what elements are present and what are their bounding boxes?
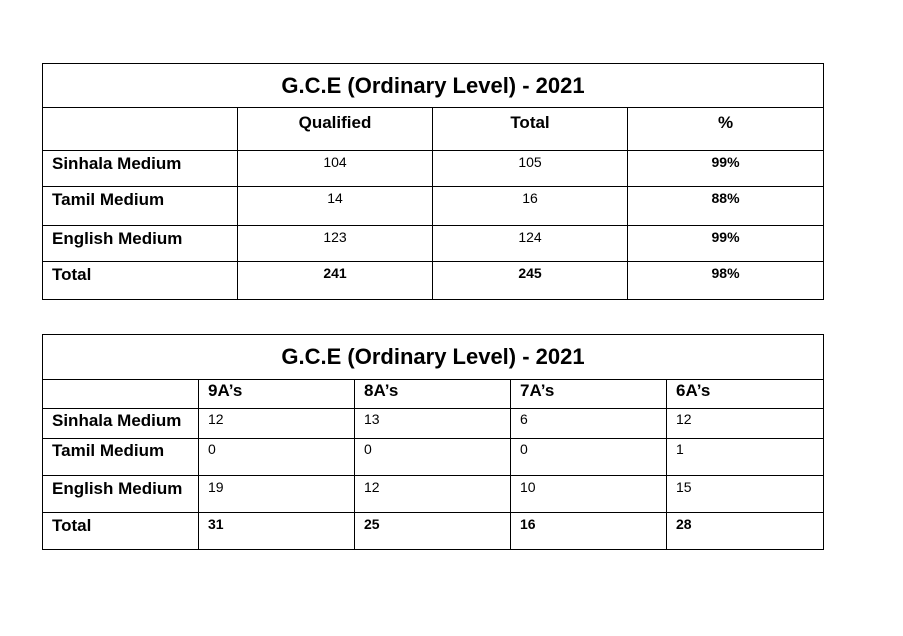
table-row [43, 439, 824, 476]
count-cell: 19 [199, 476, 355, 513]
header-9as: 9A’s [199, 380, 355, 409]
row-label: Sinhala Medium [43, 409, 199, 439]
qualified-cell: 104 [238, 151, 433, 187]
count-cell: 12 [199, 409, 355, 439]
table-title: G.C.E (Ordinary Level) - 2021 [43, 64, 824, 108]
table-row [43, 409, 824, 439]
total-row [43, 513, 824, 550]
header-qualified: Qualified [238, 108, 433, 151]
total-cell: 16 [433, 187, 628, 226]
table-row [43, 151, 824, 187]
count-cell: 15 [667, 476, 824, 513]
count-cell: 13 [355, 409, 511, 439]
count-cell: 0 [199, 439, 355, 476]
header-row [43, 380, 824, 409]
count-cell: 10 [511, 476, 667, 513]
header-cell-empty [43, 108, 238, 151]
total-row [43, 262, 824, 300]
header-8as: 8A’s [355, 380, 511, 409]
count-cell: 0 [355, 439, 511, 476]
qualification-table [42, 63, 824, 300]
header-total: Total [433, 108, 628, 151]
row-label: Tamil Medium [43, 187, 238, 226]
percent-cell: 99% [628, 151, 824, 187]
count-cell: 6 [511, 409, 667, 439]
count-cell: 31 [199, 513, 355, 550]
header-percent: % [628, 108, 824, 151]
qualified-cell: 14 [238, 187, 433, 226]
row-label: English Medium [43, 476, 199, 513]
row-label: Total [43, 513, 199, 550]
row-label: Total [43, 262, 238, 300]
total-cell: 105 [433, 151, 628, 187]
table-row [43, 226, 824, 262]
header-7as: 7A’s [511, 380, 667, 409]
count-cell: 25 [355, 513, 511, 550]
count-cell: 28 [667, 513, 824, 550]
header-6as: 6A’s [667, 380, 824, 409]
percent-cell: 99% [628, 226, 824, 262]
grades-table [42, 334, 824, 550]
qualified-cell: 123 [238, 226, 433, 262]
header-cell-empty [43, 380, 199, 409]
count-cell: 1 [667, 439, 824, 476]
table-row [43, 187, 824, 226]
total-cell: 245 [433, 262, 628, 300]
percent-cell: 88% [628, 187, 824, 226]
row-label: English Medium [43, 226, 238, 262]
count-cell: 16 [511, 513, 667, 550]
table-title: G.C.E (Ordinary Level) - 2021 [43, 335, 824, 380]
count-cell: 0 [511, 439, 667, 476]
count-cell: 12 [667, 409, 824, 439]
header-row [43, 108, 824, 151]
row-label: Tamil Medium [43, 439, 199, 476]
total-cell: 124 [433, 226, 628, 262]
qualified-cell: 241 [238, 262, 433, 300]
row-label: Sinhala Medium [43, 151, 238, 187]
count-cell: 12 [355, 476, 511, 513]
table-row [43, 476, 824, 513]
percent-cell: 98% [628, 262, 824, 300]
